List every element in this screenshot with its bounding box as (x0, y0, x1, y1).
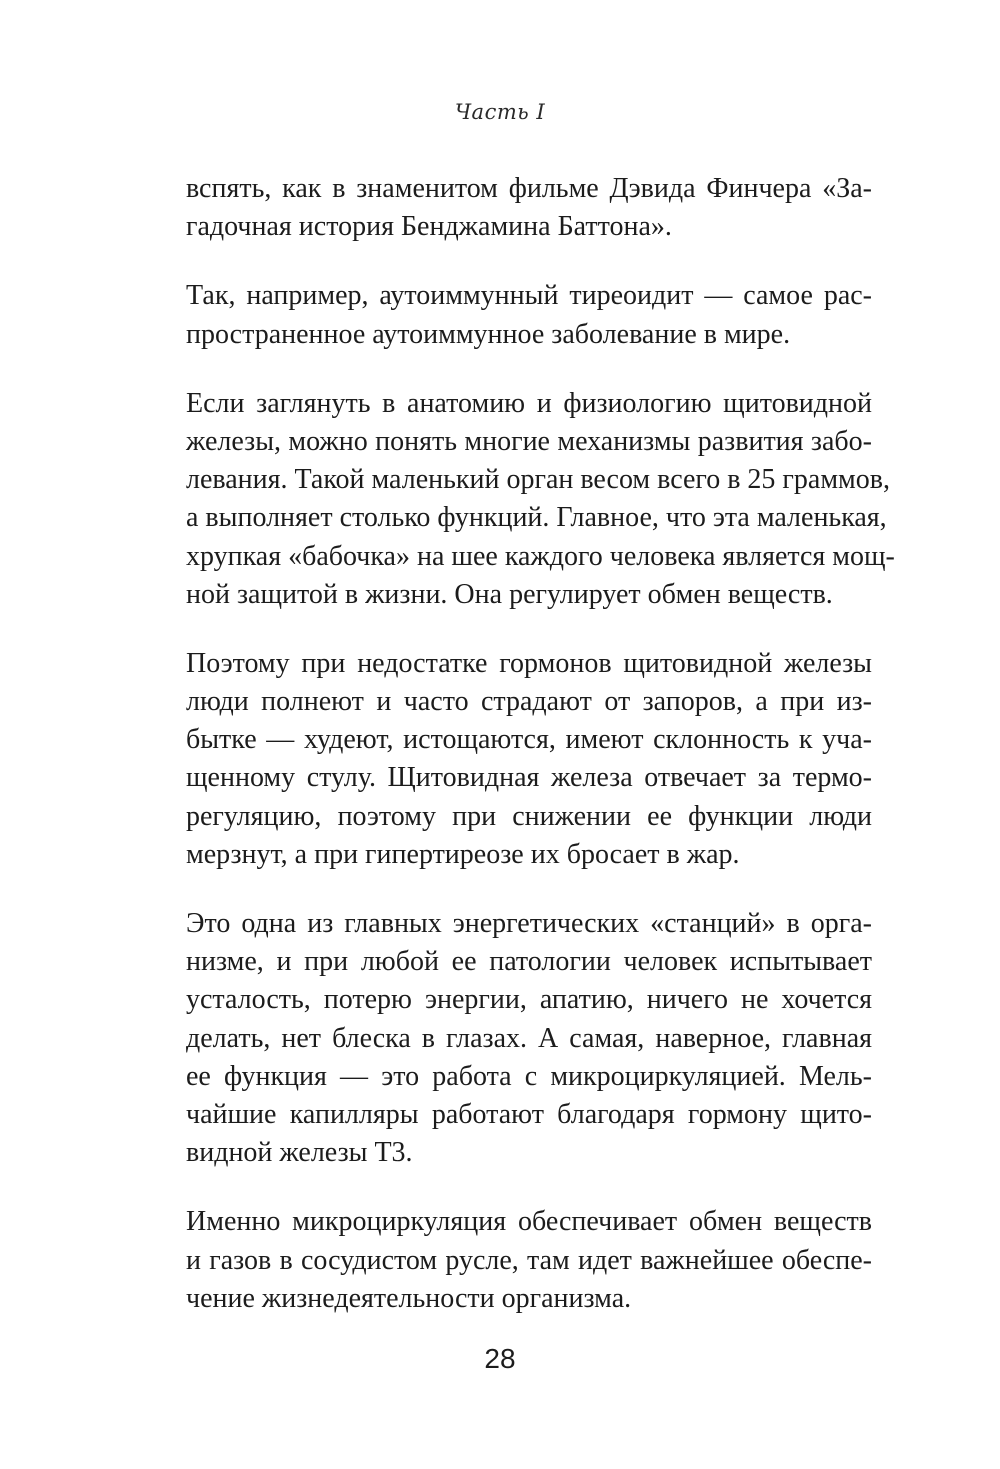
text-line: мерзнут, а при гипертиреозе их бросает в жар. (186, 838, 740, 870)
text-line: и газов в сосудистом русле, там идет важнейшее обеспе- (186, 1244, 872, 1276)
text-line: левания. Такой маленький орган весом всего в 25 граммов, (186, 464, 890, 496)
text-line: Так, например, аутоиммунный тиреоидит — самое рас- (186, 280, 872, 312)
body-text (186, 170, 895, 1349)
paragraph-5 (186, 905, 872, 1172)
text-line: видной железы Т3. (186, 1137, 413, 1169)
text-line: вспять, как в знаменитом фильме Дэвида Финчера «За- (186, 173, 872, 204)
text-line: Поэтому при недостатке гормонов щитовидной железы (186, 647, 872, 679)
text-line: Если заглянуть в анатомию и физиологию щитовидной (186, 387, 872, 419)
text-line: чайшие капилляры работают благодаря гормону щито- (186, 1098, 872, 1130)
paragraph-4 (186, 645, 872, 874)
text-line: Это одна из главных энергетических «станций» в орга- (186, 908, 872, 939)
page-number: 28 (484, 1343, 516, 1374)
text-line: бытке — худеют, истощаются, имеют склонность к уча- (186, 724, 872, 756)
text-line: а выполняет столько функций. Главное, что эта маленькая, (186, 502, 887, 534)
paragraph-3 (186, 385, 895, 614)
text-line: люди полнеют и часто страдают от запоров, а при из- (186, 686, 872, 718)
text-line: ее функция — это работа с микроциркуляцией. Мель- (186, 1060, 872, 1092)
text-line: железы, можно понять многие механизмы развития забо- (186, 425, 872, 457)
text-line: низме, и при любой ее патологии человек испытывает (186, 946, 872, 978)
text-line: регуляцию, поэтому при снижении ее функции люди (186, 800, 872, 832)
text-line: гадочная история Бенджамина Баттона». (186, 211, 672, 243)
paragraph-2 (186, 277, 872, 353)
text-line: усталость, потерю энергии, апатию, ничего не хочется (186, 984, 872, 1016)
text-line: делать, нет блеска в глазах. А самая, наверное, главная (186, 1022, 872, 1054)
text-line: ной защитой в жизни. Она регулирует обмен веществ. (186, 578, 833, 610)
running-head: Часть I (454, 100, 546, 124)
paragraph-1 (186, 170, 872, 246)
text-line: Именно микроциркуляция обеспечивает обмен веществ (186, 1206, 872, 1238)
text-line: пространенное аутоиммунное заболевание в мире. (186, 318, 791, 350)
paragraph-6 (186, 1203, 872, 1318)
text-line: хрупкая «бабочка» на шее каждого человека является мощ- (186, 540, 895, 572)
text-line: чение жизнедеятельности организма. (186, 1282, 632, 1314)
text-line: щенному стулу. Щитовидная железа отвечает за термо- (186, 762, 872, 794)
